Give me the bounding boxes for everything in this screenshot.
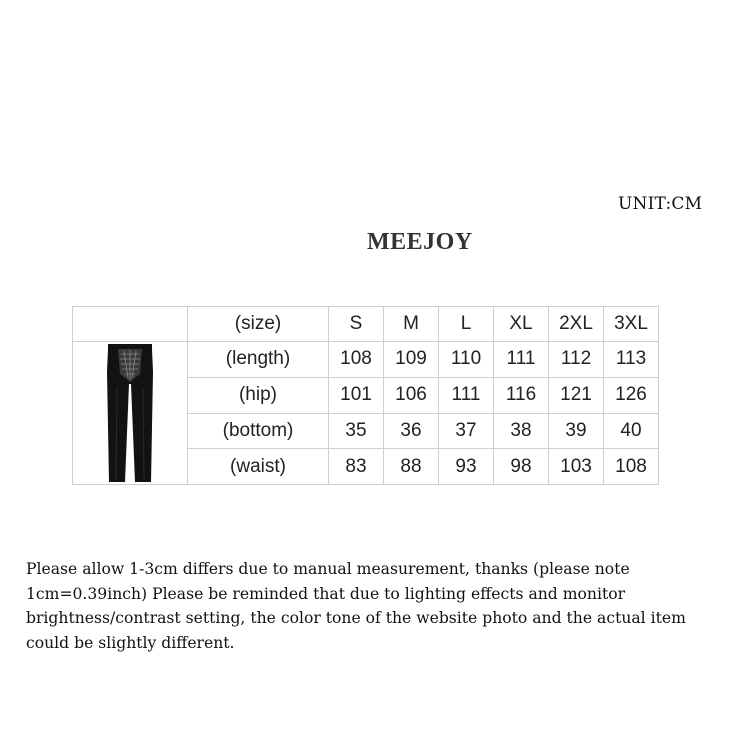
table-cell: 40 xyxy=(604,413,659,449)
measurement-note: Please allow 1-3cm differs due to manual measurement, thanks (please note 1cm=0.39inch) Please be reminded that due to lighting effects and monitor brightness/contrast setting, the color tone of the website photo and the actual item could be slightly different. xyxy=(26,560,686,652)
table-cell: 93 xyxy=(439,449,494,485)
row-label-waist: (waist) xyxy=(188,449,329,485)
table-cell: 113 xyxy=(604,342,659,378)
table-cell: 36 xyxy=(384,413,439,449)
table-cell: 116 xyxy=(494,377,549,413)
table-cell: 98 xyxy=(494,449,549,485)
table-cell: 121 xyxy=(549,377,604,413)
table-cell: 35 xyxy=(329,413,384,449)
unit-label: UNIT:CM xyxy=(618,194,703,214)
size-header-l: L xyxy=(439,307,494,342)
size-header-m: M xyxy=(384,307,439,342)
table-cell: 126 xyxy=(604,377,659,413)
table-cell: 83 xyxy=(329,449,384,485)
size-header-3xl: 3XL xyxy=(604,307,659,342)
product-image-cell xyxy=(73,342,188,485)
size-chart-table xyxy=(72,306,659,485)
table-cell: 108 xyxy=(604,449,659,485)
table-cell: 103 xyxy=(549,449,604,485)
table-header-row xyxy=(73,307,659,342)
row-label-length: (length) xyxy=(188,342,329,378)
size-header-xl: XL xyxy=(494,307,549,342)
table-cell: 37 xyxy=(439,413,494,449)
table-cell: 88 xyxy=(384,449,439,485)
table-cell: 112 xyxy=(549,342,604,378)
table-row xyxy=(73,342,659,378)
table-cell: 110 xyxy=(439,342,494,378)
pants-icon xyxy=(95,342,165,484)
table-cell: 38 xyxy=(494,413,549,449)
table-cell: 39 xyxy=(549,413,604,449)
blank-cell xyxy=(73,307,188,342)
table-cell: 111 xyxy=(494,342,549,378)
table-cell: 101 xyxy=(329,377,384,413)
size-header-2xl: 2XL xyxy=(549,307,604,342)
table-cell: 111 xyxy=(439,377,494,413)
table-cell: 109 xyxy=(384,342,439,378)
row-label-hip: (hip) xyxy=(188,377,329,413)
table-cell: 108 xyxy=(329,342,384,378)
table-cell: 106 xyxy=(384,377,439,413)
size-header-label: (size) xyxy=(188,307,329,342)
size-header-s: S xyxy=(329,307,384,342)
row-label-bottom: (bottom) xyxy=(188,413,329,449)
brand-title: MEEJOY xyxy=(367,229,473,255)
